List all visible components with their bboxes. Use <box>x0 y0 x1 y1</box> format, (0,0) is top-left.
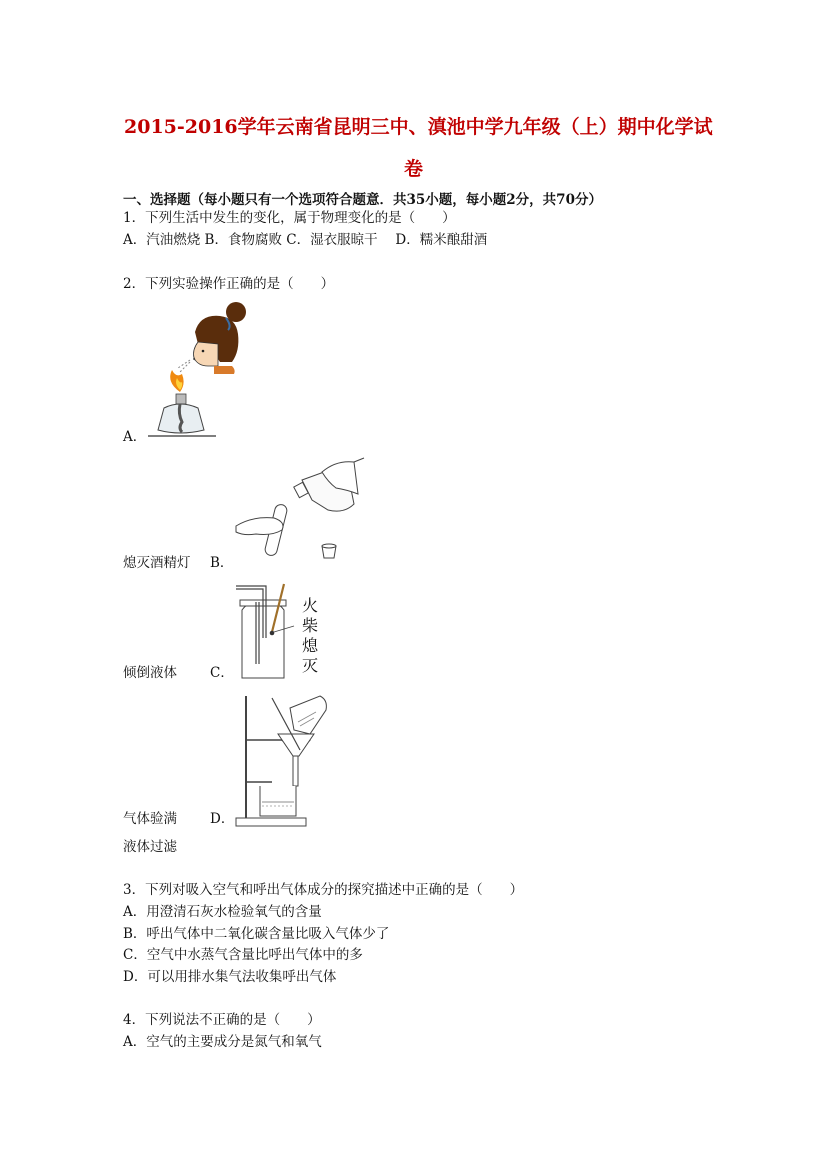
q3-option-c: C．空气中水蒸气含量比呼出气体中的多 <box>123 947 363 963</box>
q4-option-a: A．空气的主要成分是氮气和氧气 <box>123 1034 322 1050</box>
figure-b-pour-liquid <box>232 454 367 566</box>
figure-c-label-char: 柴 <box>302 616 319 635</box>
figure-d-filtration <box>232 690 332 830</box>
figure-c-label-char: 灭 <box>302 656 319 675</box>
q3-stem: 3．下列对吸入空气和呼出气体成分的探究描述中正确的是（ ） <box>123 882 524 898</box>
doc-title-line2: 卷 <box>404 158 424 180</box>
q4-stem: 4．下列说法不正确的是（ ） <box>123 1012 321 1028</box>
figure-c-gas-test <box>232 580 302 680</box>
q2-option-b-letter: B． <box>210 555 234 571</box>
doc-title-line1: 2015-2016学年云南省昆明三中、滇池中学九年级（上）期中化学试 <box>124 116 713 138</box>
section-heading: 一、选择题（每小题只有一个选项符合题意．共35小题，每小题2分，共70分） <box>123 192 602 208</box>
q1-stem: 1．下列生活中发生的变化，属于物理变化的是（ ） <box>123 210 456 226</box>
q2-option-c-letter: C． <box>210 665 234 681</box>
q2-option-a-caption: 熄灭酒精灯 <box>123 555 191 571</box>
q2-option-d-caption: 液体过滤 <box>123 839 177 855</box>
q3-option-a: A．用澄清石灰水检验氧气的含量 <box>123 904 322 920</box>
figure-c-label-char: 火 <box>302 596 319 615</box>
q3-option-b: B．呼出气体中二氧化碳含量比吸入气体少了 <box>123 926 390 942</box>
q2-stem: 2．下列实验操作正确的是（ ） <box>123 276 335 292</box>
q2-option-a-letter: A． <box>123 429 147 445</box>
figure-c-label <box>302 596 318 676</box>
q2-option-c-caption: 气体验满 <box>123 811 177 827</box>
q2-option-d-letter: D． <box>210 811 235 827</box>
q2-option-b-caption: 倾倒液体 <box>123 665 177 681</box>
q1-options: A．汽油燃烧 B．食物腐败 C．湿衣服晾干 D．糯米酿甜酒 <box>123 232 488 248</box>
q3-option-d: D．可以用排水集气法收集呼出气体 <box>123 969 337 985</box>
figure-c-label-char: 熄 <box>302 636 319 655</box>
figure-a-blow-out-lamp <box>140 296 250 440</box>
